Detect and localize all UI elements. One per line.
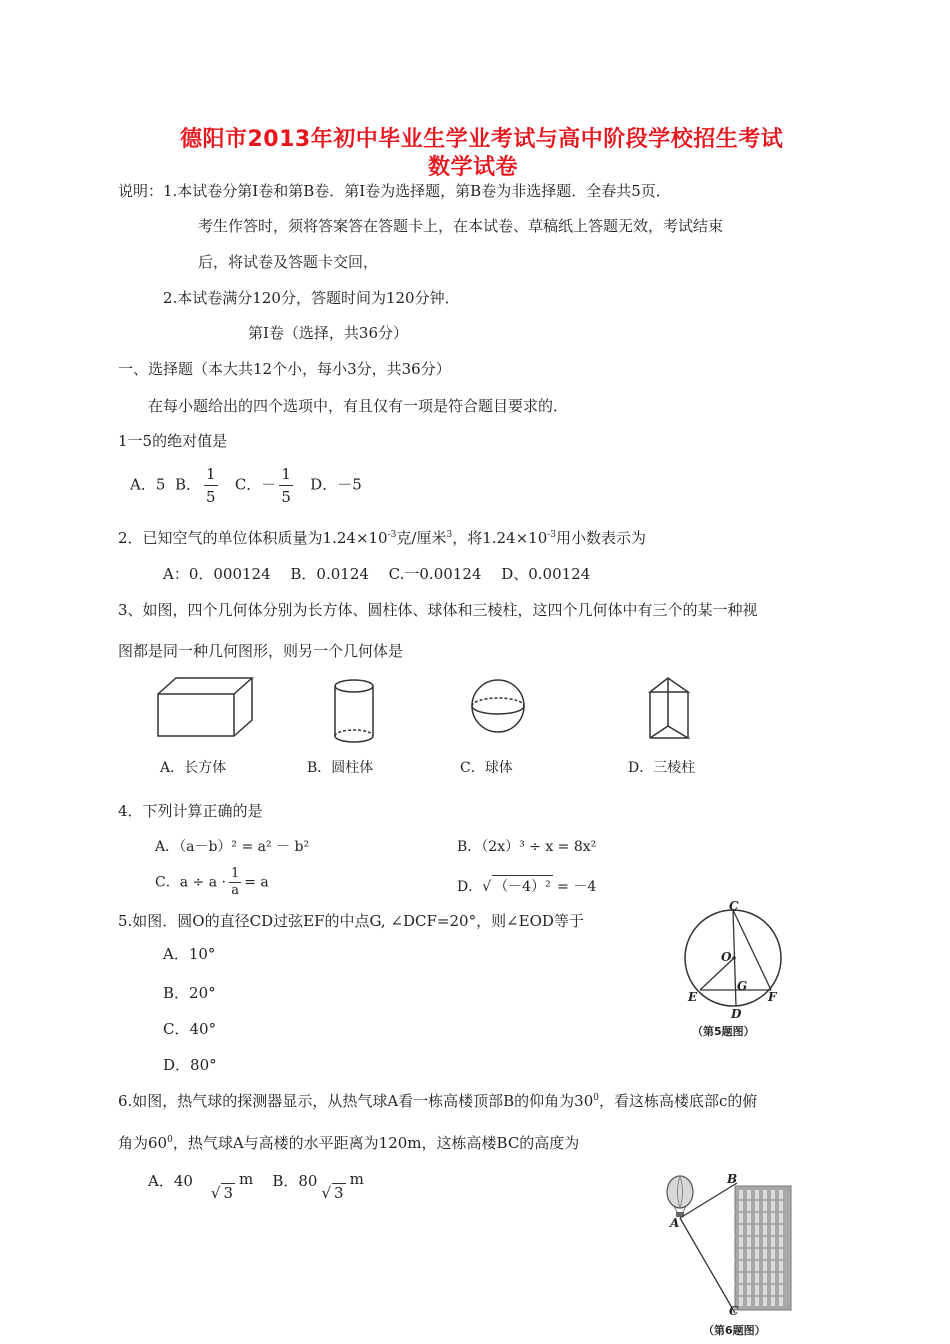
q4-option-d: D．√ （－4）² = －4 [457,875,596,896]
q3-option-a: A．长方体 [160,760,227,776]
note-1-cont: 考生作答时，须将答案答在答题卡上，在本试卷、草稿纸上答题无效，考试结束 [198,217,724,235]
q5-label-d: D [731,1007,742,1021]
q6-option-a: A．40 [148,1172,193,1190]
q2-stem: 2．已知空气的单位体积质量为$1.24\times 10^{-3}$克/厘米$^3$，将$1.24\times 10^{-3}$用小数表示为 [118,529,647,547]
q6-label-a: A [670,1216,680,1230]
q3-option-b: B．圆柱体 [307,760,374,776]
q4-stem: 4．下列计算正确的是 [118,802,263,820]
q3-stem: 3、如图，四个几何体分别为长方体、圆柱体、球体和三棱柱，这四个几何体中有三个的某一种视 [118,601,758,619]
q5-label-g: G [737,979,748,993]
q1-c-fraction: $\frac{1}{5}$ [281,465,291,506]
q6-label-b: B [727,1172,738,1186]
q5-label-e: E [688,990,698,1004]
exam-title: 德阳市2013年初中毕业生学业考试与高中阶段学校招生考试 [180,127,784,152]
section-heading: 一、选择题（本大共12个小，每小3分，共36分） [118,360,451,378]
q1-option-c: C．－ [234,475,277,494]
q5-option-d: D．80° [163,1056,217,1074]
q1-option-d: D．－5 [310,475,362,494]
prism-shape [650,678,688,738]
cuboid-shape [158,678,252,736]
q5-stem: 5.如图．圆O的直径CD过弦EF的中点G, ∠DCF=20°，则∠EOD等于 [118,912,584,930]
q1-option-a: A．5 [130,475,166,494]
q6-stem-cont: 角为$60^0$，热气球A与高楼的水平距离为120m，这栋高楼BC的高度为 [118,1134,580,1152]
q6-options: A．40√ 3m B．80√ 3m [148,1170,364,1202]
note-1: 说明：1.本试卷分第Ⅰ卷和第B卷．第Ⅰ卷为选择题，第B卷为非选择题．全春共5页． [118,182,671,200]
q4-option-a: A．（a－b）² = a² － b² [155,839,310,855]
q6-stem: 6.如图，热气球的探测器显示，从热气球A看一栋高楼顶部B的仰角为$30^0$，看这栋高楼底部c的俯 [118,1092,758,1110]
exam-subtitle: 数学试卷 [428,155,519,180]
note-1-end: 后，将试卷及答题卡交回， [198,253,379,271]
part-title: 第Ⅰ卷（选择，共36分） [248,324,409,342]
q5-label-f: F [768,990,777,1004]
q4-option-c: C．a ÷ a · $\frac{1}{a}$ = a [155,866,269,898]
q5-label-o: O [721,950,732,964]
q1-stem: 1一5的绝对值是 [118,432,228,450]
q4-option-b: B．（2x）³ ÷ x = 8x² [457,839,597,855]
q6-option-b: B．80 [272,1172,318,1190]
q1-option-b: B． [174,475,201,494]
note-2: 2.本试卷满分120分，答题时间为120分钟． [163,289,460,307]
sphere-shape [472,680,524,732]
q5-figure-caption: （第5题图） [692,1025,755,1038]
section-instruction: 在每小题给出的四个选项中，有且仅有一项是符合题目要求的． [148,397,569,415]
q2-options: A：0．000124 B．0.0124 C.一0.00124 D、0.00124 [163,565,591,583]
q3-stem-cont: 图都是同一种几何图形，则另一个几何体是 [118,642,404,660]
q3-option-d: D．三棱柱 [628,760,696,776]
q1-b-fraction: $\frac{1}{5}$ [205,465,216,506]
q3-solids-figure [150,672,710,752]
q3-option-c: C．球体 [460,760,513,776]
q5-option-b: B．20° [163,984,216,1002]
q6-figure-caption: （第6题图） [703,1324,766,1337]
q5-label-c: C [729,899,739,913]
q5-option-c: C．40° [163,1020,217,1038]
q6-label-c: C [729,1304,739,1318]
q5-option-a: A．10° [163,945,216,963]
q1-options [130,463,362,508]
cylinder-shape [335,680,373,742]
